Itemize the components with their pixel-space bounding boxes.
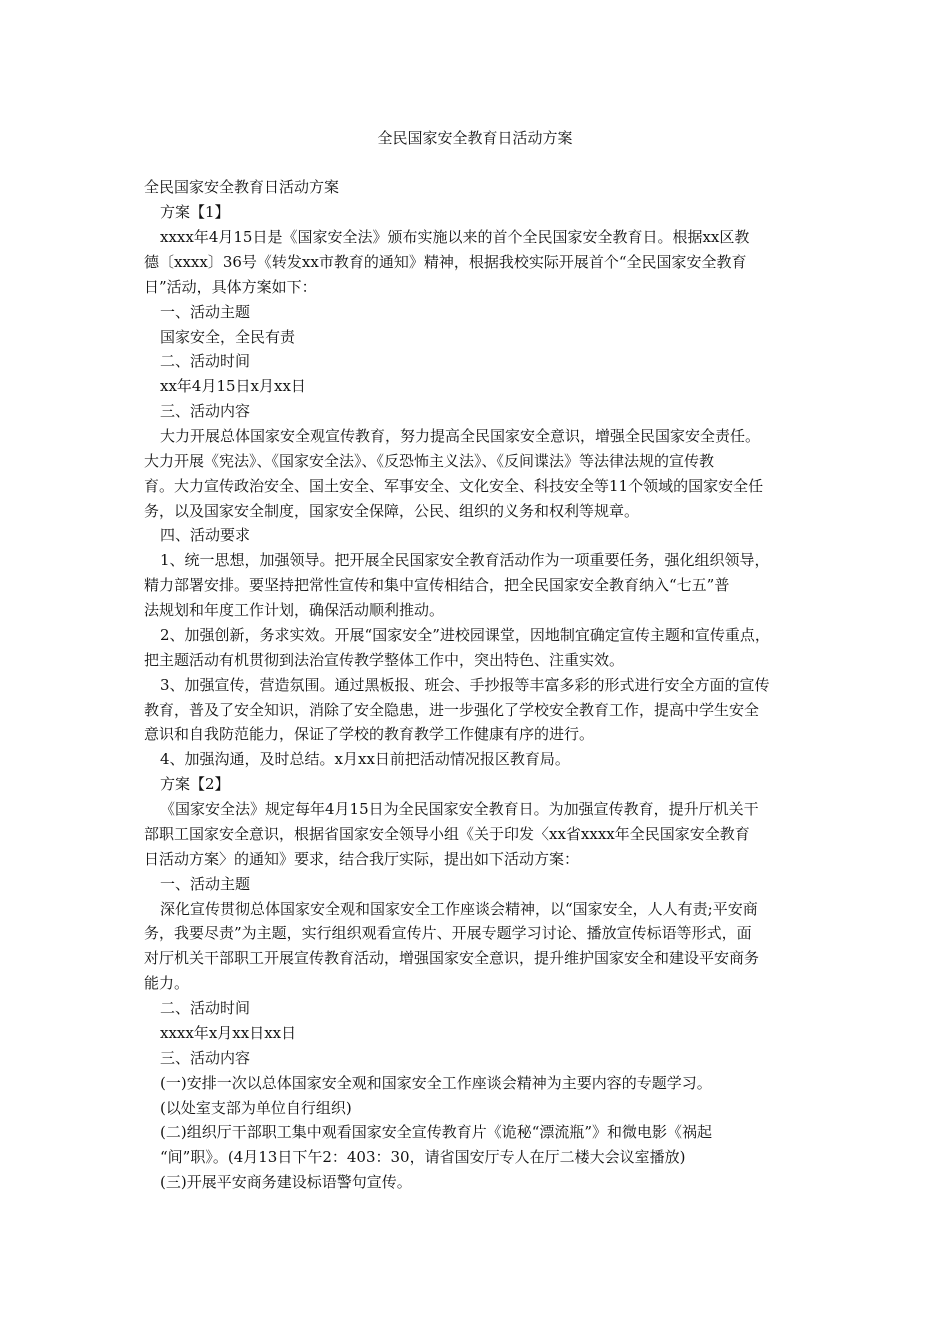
doc-line: 3、加强宣传，营造氛围。通过黑板报、班会、手抄报等丰富多彩的形式进行安全方面的宣传 [160,676,770,694]
doc-line: 深化宣传贯彻总体国家安全观和国家安全工作座谈会精神，以“国家安全，人人有责;平安商 [160,900,758,918]
doc-line: 二、活动时间 [160,999,251,1017]
doc-line: 日活动方案〉的通知》要求，结合我厅实际，提出如下活动方案： [144,850,580,868]
document-title: 全民国家安全教育日活动方案 [377,129,573,147]
doc-line: (二)组织厅干部职工集中观看国家安全宣传教育片《诡秘“漂流瓶”》和微电影《祸起 [160,1123,713,1141]
doc-line: 部职工国家安全意识，根据省国家安全领导小组《关于印发〈xx省xxxx年全民国家安全教育 [144,825,750,843]
doc-line: 法规划和年度工作计划，确保活动顺利推动。 [144,601,445,619]
doc-line: xx年4月15日x月xx日 [160,377,306,395]
doc-line: 《国家安全法》规定每年4月15日为全民国家安全教育日。为加强宣传教育，提升厅机关干 [160,800,759,818]
doc-line: 育。大力宣传政治安全、国土安全、军事安全、文化安全、科技安全等11个领域的国家安全任 [144,477,764,495]
doc-line: 大力开展总体国家安全观宣传教育，努力提高全民国家安全意识，增强全民国家安全责任。 [160,427,761,445]
doc-line: 精力部署安排。要坚持把常性宣传和集中宣传相结合，把全民国家安全教育纳入“七五”普 [144,576,730,594]
doc-line: 三、活动内容 [160,402,251,420]
doc-line: 方案【1】 [160,203,230,221]
doc-line: 四、活动要求 [160,526,251,544]
doc-line: “间”职》。(4月13日下午2：403：30，请省国安厅专人在厅二楼大会议室播放) [160,1148,686,1166]
doc-line: 一、活动主题 [160,875,251,893]
doc-line: 教育，普及了安全知识，消除了安全隐患，进一步强化了学校安全教育工作，提高中学生安全 [144,701,760,719]
doc-line: 把主题活动有机贯彻到法治宣传教学整体工作中，突出特色、注重实效。 [144,651,625,669]
doc-line: 意识和自我防范能力，保证了学校的教育教学工作健康有序的进行。 [144,725,595,743]
doc-line: 三、活动内容 [160,1049,251,1067]
doc-line: 一、活动主题 [160,303,251,321]
doc-line: 对厅机关干部职工开展宣传教育活动，增强国家安全意识，提升维护国家安全和建设平安商务 [144,949,760,967]
doc-line: (三)开展平安商务建设标语警句宣传。 [160,1173,412,1191]
doc-line: 方案【2】 [160,775,230,793]
doc-line: 1、统一思想，加强领导。把开展全民国家安全教育活动作为一项重要任务，强化组织领导， [160,551,770,569]
doc-line: 二、活动时间 [160,352,251,370]
doc-line: 国家安全，全民有责 [160,328,296,346]
doc-line: 务，以及国家安全制度，国家安全保障，公民、组织的义务和权利等规章。 [144,502,640,520]
doc-line: 全民国家安全教育日活动方案 [144,178,340,196]
doc-line: 大力开展《宪法》、《国家安全法》、《反恐怖主义法》、《反间谍法》等法律法规的宣传教 [144,452,715,470]
doc-line: (一)安排一次以总体国家安全观和国家安全工作座谈会精神为主要内容的专题学习。 [160,1074,712,1092]
doc-line: 4、加强沟通，及时总结。x月xx日前把活动情况报区教育局。 [160,750,570,768]
doc-line: xxxx年4月15日是《国家安全法》颁布实施以来的首个全民国家安全教育日。根据xx区教 [160,228,750,246]
doc-line: 日”活动，具体方案如下： [144,278,317,296]
doc-line: 德〔xxxx〕36号《转发xx市教育的通知》精神，根据我校实际开展首个“全民国家安全教育 [144,253,747,271]
doc-line: 2、加强创新，务求实效。开展“国家安全”进校园课堂，因地制宜确定宣传主题和宣传重点， [160,626,770,644]
doc-line: 务，我要尽责”为主题，实行组织观看宣传片、开展专题学习讨论、播放宣传标语等形式，面 [144,924,752,942]
doc-line: (以处室支部为单位自行组织) [160,1099,352,1117]
doc-line: xxxx年x月xx日xx日 [160,1024,297,1042]
doc-line: 能力。 [144,974,190,992]
